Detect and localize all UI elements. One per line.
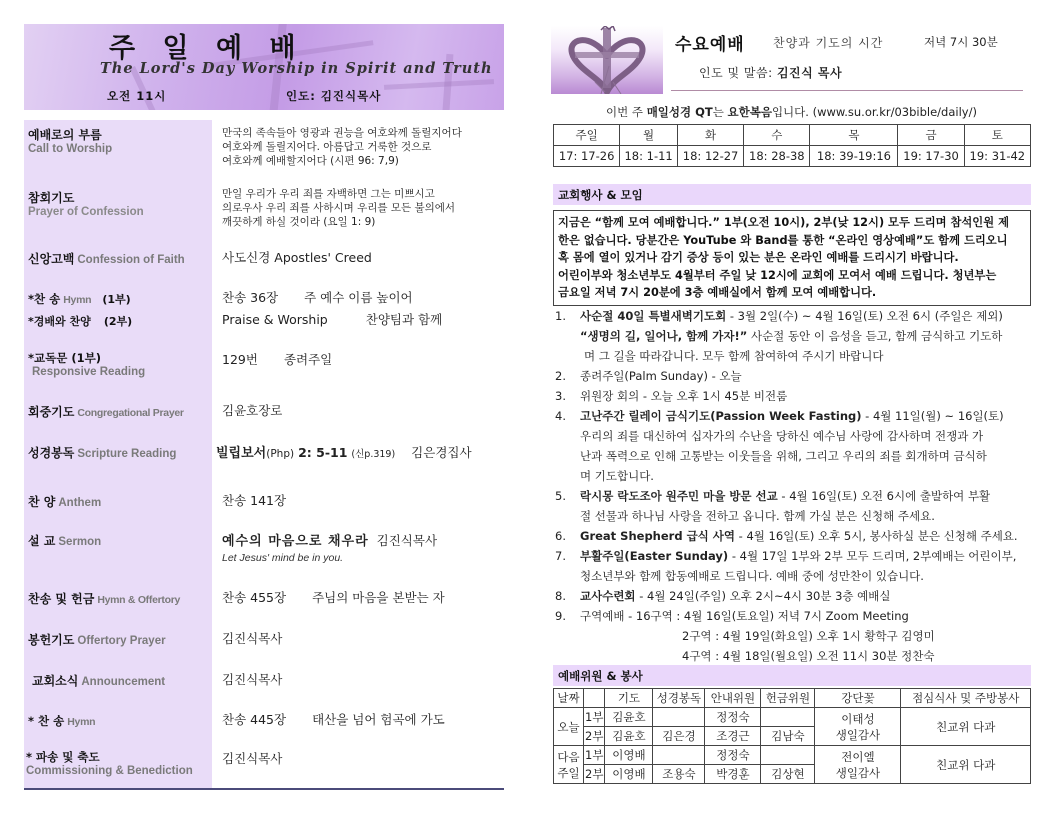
order-service-tag: (2부) [103,315,133,328]
notice-line: 한은 없습니다. 당분간은 YouTube 와 Band를 통한 “온라인 영상예배”도 함께 드리오니 [558,233,1008,247]
heart-cross-logo-icon [551,26,663,94]
flowers-occasion: 생일감사 [835,727,881,742]
notice-line: 지금은 “함께 모여 예배합니다.” 1부(오전 10시), 2부(낮 12시) 모두 드리며 참석인원 제 [558,216,1009,229]
event-item [555,386,1031,406]
event-title: 교사수련회 [580,589,636,603]
order-label-en: Prayer of Confession [28,206,144,218]
event-detail: - 4월 17일 1부와 2부 모두 드리며, 2부예배는 어린이부, [728,549,1017,563]
qt-day: 주일 [554,125,620,146]
event-number: 8. [555,589,566,603]
duty-scripture: 조용숙 [653,765,705,784]
duty-prayer: 김윤호 [605,708,653,727]
scripture-book-en: (Php) [266,448,295,460]
order-label-en: Scripture Reading [77,448,177,460]
order-label-en: Announcement [81,676,166,688]
qt-day: 화 [677,125,743,146]
order-text: 김진식목사 [222,631,283,646]
order-label-ko: 성경봉독 [28,446,75,460]
duty-heading: 예배위원 & 봉사 [553,665,1031,686]
duty-date-line: 주일 [557,765,580,780]
event-detail: - 4월 16일(토) 오전 6시에 출발하여 부활 [777,489,991,503]
event-number: 1. [555,309,566,323]
notice-line: 혹 몸에 열이 있거나 감기 증상 등이 있는 분은 온라인 예배를 드리시기 바랍니다. [558,251,959,264]
announcements-page [551,24,1032,792]
duty-service: 1부 [584,746,605,765]
qt-days-row [554,125,1031,146]
event-detail: 며 그 길을 따라갑니다. 모두 함께 참여하여 주시기 바랍니다 [584,349,884,363]
order-label-ko: * 찬 송 [28,714,65,728]
event-title: Great Shepherd 급식 사역 [580,529,736,543]
order-text-line: 여호와께 돌릴지어다. 아름답고 거룩한 것으로 [222,141,432,153]
sunday-subtitle: The Lord's Day Worship in Spirit and Truth [100,60,493,77]
event-detail: 청소년부와 함께 합동예배로 드립니다. 예배 중에 성만찬이 있습니다. [580,569,924,583]
worship-notice-box [553,210,1031,306]
order-label-en: Anthem [58,497,102,509]
flowers-occasion: 생일감사 [835,765,881,780]
event-number: 4. [555,409,566,423]
event-item [555,406,1031,486]
event-title: 고난주간 릴레이 금식기도(Passion Week Fasting) [580,409,862,423]
order-text-line: 깨끗하게 하실 것이라 (요일 1: 9) [222,216,376,228]
event-title: 락시몽 락도조아 원주민 마을 방문 선교 [580,489,778,503]
event-detail: 구역예배 - 16구역 : 4월 16일(토요일) 저녁 7시 Zoom Meeting [580,609,909,623]
duty-row [554,708,1031,727]
events-heading: 교회행사 & 모임 [553,184,1031,205]
order-label-ko: 예배로의 부름 [28,128,102,142]
duty-offering: 김상현 [761,765,815,784]
duty-usher: 정정숙 [705,746,761,765]
order-text: 김진식목사 [222,751,283,766]
duty-prayer: 이영배 [605,746,653,765]
duty-roster-table [553,688,1031,784]
event-detail: 위원장 회의 - 오늘 오후 1시 45분 비전룸 [580,389,788,403]
duty-usher: 조경근 [705,727,761,746]
order-text: 찬송 141장 [222,493,287,508]
qt-day: 토 [964,125,1030,146]
event-number: 6. [555,529,566,543]
hymn-number: 찬송 445장 [222,712,287,727]
duty-header [584,689,605,708]
flowers-donor: 이태성 [841,711,875,726]
duty-header: 성경봉독 [653,689,705,708]
duty-header: 점심식사 및 주방봉사 [901,689,1031,708]
duty-offering [761,708,815,727]
sermon-title-en: Let Jesus' mind be in you. [222,552,344,564]
order-of-worship [24,120,504,788]
qt-reading: 17: 17-26 [554,146,620,167]
order-text: 김윤호장로 [222,403,283,418]
cross-decoration [384,79,494,90]
duty-prayer: 이영배 [605,765,653,784]
order-service-tag: (1부) [102,293,131,306]
praise-label: Praise & Worship [222,312,328,327]
qt-suffix: 입니다. (www.su.or.kr/03bible/daily/) [771,105,977,119]
events-list [555,306,1031,666]
order-label-ko: 봉헌기도 [28,633,75,647]
order-label-ko: 회중기도 [28,405,75,419]
duty-lunch: 친교위 다과 [901,708,1031,746]
wednesday-time: 저녁 7시 30분 [924,35,998,49]
duty-offering: 김남숙 [761,727,815,746]
order-label-ko: * 파송 및 축도 [26,750,100,764]
order-label-ko: *찬 송 [28,292,61,306]
duty-date [554,746,584,784]
qt-prefix: 이번 주 [606,105,647,119]
notice-line: 금요일 저녁 7시 20분에 3층 예배실에서 함께 모여 예배합니다. [558,286,877,299]
event-detail: - 4월 11일(월) ~ 16일(토) [861,409,1004,423]
event-subdetail: 2구역 : 4월 19일(화요일) 오후 1시 황학구 김영미 [682,629,935,643]
hymn-number: 찬송 455장 [222,590,287,605]
hymn-title: 태산을 넘어 험곡에 가도 [312,712,445,727]
wednesday-leader [699,64,842,81]
duty-header: 강단꽃 [815,689,901,708]
scripture-verse: 2: 5-11 [298,445,348,460]
scripture-reader: 김은경집사 [411,445,472,460]
order-text-line: 만국의 족속들아 영광과 권능을 여호와께 돌릴지어다 [222,127,462,139]
duty-header: 기도 [605,689,653,708]
hymn-number: 찬송 36장 [222,290,279,305]
hymn-title: 주 예수 이름 높이어 [304,290,413,305]
order-label-en: Sermon [58,536,102,548]
duty-service: 1부 [584,708,605,727]
qt-book: 요한복음 [727,105,772,119]
order-label-ko: *교독문 (1부) [28,351,101,365]
event-item [555,526,1031,546]
duty-header: 날짜 [554,689,584,708]
event-detail: 우리의 죄를 대신하여 십자가의 수난을 당하신 예수님 사랑에 감사하며 전쟁과 가 [580,429,984,443]
event-item [555,486,1031,526]
order-label-ko: 찬송 및 헌금 [28,592,95,606]
qt-notice [551,104,1032,120]
order-text-line: 만일 우리가 우리 죄를 자백하면 그는 미쁘시고 [222,188,435,200]
qt-readings-row [554,146,1031,167]
sunday-leader: 인도: 김진식목사 [286,89,382,103]
duty-header: 헌금위원 [761,689,815,708]
qt-reading: 19: 31-42 [964,146,1030,167]
event-detail: - 4월 16일(토) 오후 5시, 봉사하실 분은 신청해 주세요. [735,529,1018,543]
order-label-en: Confession of Faith [77,254,185,266]
duty-scripture: 김은경 [653,727,705,746]
wednesday-title: 수요예배 [675,35,745,55]
wednesday-leader-name: 김진식 목사 [776,66,843,80]
qt-name: 매일성경 QT [646,105,713,119]
duty-usher: 정정숙 [705,708,761,727]
event-number: 7. [555,549,566,563]
notice-line: 어린이부와 청소년부도 4월부터 주일 낮 12시에 교회에 모여서 예배 드립니다. 청년부는 [558,268,997,282]
flowers-donor: 전이엘 [841,749,875,764]
event-item [555,366,1031,386]
sermon-title: 예수의 마음으로 채우라 [222,534,369,549]
event-number: 9. [555,609,566,623]
order-text: 김진식목사 [222,672,283,687]
reading-number: 129번 [222,352,258,367]
duty-date: 오늘 [554,708,584,746]
event-detail: 종려주일(Palm Sunday) - 오늘 [580,369,742,383]
order-label-ko: 찬 양 [28,495,56,509]
sermon-preacher: 김진식목사 [376,533,438,548]
duty-header-row [554,689,1031,708]
qt-reading: 18: 12-27 [677,146,743,167]
duty-flowers [815,746,901,784]
scripture-book: 빌립보서 [216,446,267,461]
order-label-ko: 설 교 [28,534,56,548]
event-subdetail: 4구역 : 4월 18일(월요일) 오전 11시 30분 정찬숙 [682,649,935,663]
event-detail: 사순절 동안 이 음성을 듣고, 함께 금식하고 기도하 [747,329,1003,343]
qt-day: 월 [620,125,678,146]
qt-day: 수 [744,125,810,146]
sunday-time: 오전 11시 [107,89,167,103]
order-label-en: Commissioning & Benediction [26,765,193,777]
order-label-en: Hymn [67,716,96,728]
order-text-line: 여호와께 예배할지어다 (시편 96: 7,9) [222,155,399,167]
praise-team: 찬양팀과 함께 [365,312,443,327]
order-label-ko: 교회소식 [32,674,79,688]
duty-service: 2부 [584,765,605,784]
sunday-worship-page [24,24,504,792]
order-label-en: Congregational Prayer [77,407,184,419]
header-divider [671,90,1023,91]
duty-header: 안내위원 [705,689,761,708]
event-item [555,606,1031,666]
duty-row [554,746,1031,765]
qt-mid: 는 [712,105,728,119]
event-item [555,586,1031,606]
qt-reading: 18: 1-11 [620,146,678,167]
order-label-en: Offertory Prayer [77,635,166,647]
event-item [555,546,1031,586]
order-label-en: Responsive Reading [32,366,146,378]
hymn-title: 주님의 마음을 본받는 자 [312,590,445,605]
event-detail: 절 선물과 하나님 사랑을 전하고 옵니다. 함께 가실 분은 신청해 주세요. [580,509,935,523]
event-number: 5. [555,489,566,503]
wednesday-subtitle: 찬양과 기도의 시간 [773,36,884,50]
qt-reading: 19: 17-30 [898,146,964,167]
event-detail: - 3월 2일(수) ~ 4월 16일(토) 오전 6시 (주일은 제외) [726,309,1003,323]
duty-scripture [653,708,705,727]
scripture-page: (신p.319) [351,449,396,460]
event-item [555,306,1031,366]
duty-date-line: 다음 [557,749,580,764]
qt-reading: 18: 39-19:16 [810,146,898,167]
event-title: 사순절 40일 특별새벽기도회 [580,309,727,323]
event-detail: 며 기도합니다. [580,469,654,483]
event-number: 3. [555,389,566,403]
order-label-ko: *경배와 찬양 [28,315,91,328]
event-number: 2. [555,369,566,383]
order-text-line: 의로우사 우리 죄를 사하시며 우리를 모든 불의에서 [222,202,456,214]
order-label-en: Hymn [63,294,92,306]
order-label-en: Hymn & Offertory [97,594,181,606]
order-label-ko: 참회기도 [28,191,75,205]
duty-prayer: 김윤호 [605,727,653,746]
qt-reading: 18: 28-38 [744,146,810,167]
sunday-banner [24,24,504,110]
duty-offering [761,746,815,765]
event-detail: 난과 폭력으로 인해 고통받는 이웃들을 위해, 그리고 우리의 죄를 회개하며 금식하 [580,449,987,463]
duty-lunch: 친교위 다과 [901,746,1031,784]
duty-usher: 박경훈 [705,765,761,784]
qt-reading-table [553,124,1031,167]
reading-title: 종려주일 [283,352,333,367]
order-label-ko: 신앙고백 [28,252,75,266]
event-detail: - 4월 24일(주일) 오후 2시~4시 30분 3층 예배실 [635,589,891,603]
duty-service: 2부 [584,727,605,746]
duty-scripture [653,746,705,765]
qt-day: 금 [898,125,964,146]
duty-flowers [815,708,901,746]
event-title: 부활주일(Easter Sunday) [580,549,729,563]
order-text: 사도신경 Apostles' Creed [222,250,372,265]
bottom-divider [24,788,504,790]
sunday-title: 주 일 예 배 [109,33,305,64]
order-label-en: Call to Worship [28,143,113,155]
wednesday-leader-label: 인도 및 말씀: [699,66,773,80]
event-quote: “생명의 길, 일어나, 함께 가자!” [580,329,748,343]
qt-day: 목 [810,125,898,146]
